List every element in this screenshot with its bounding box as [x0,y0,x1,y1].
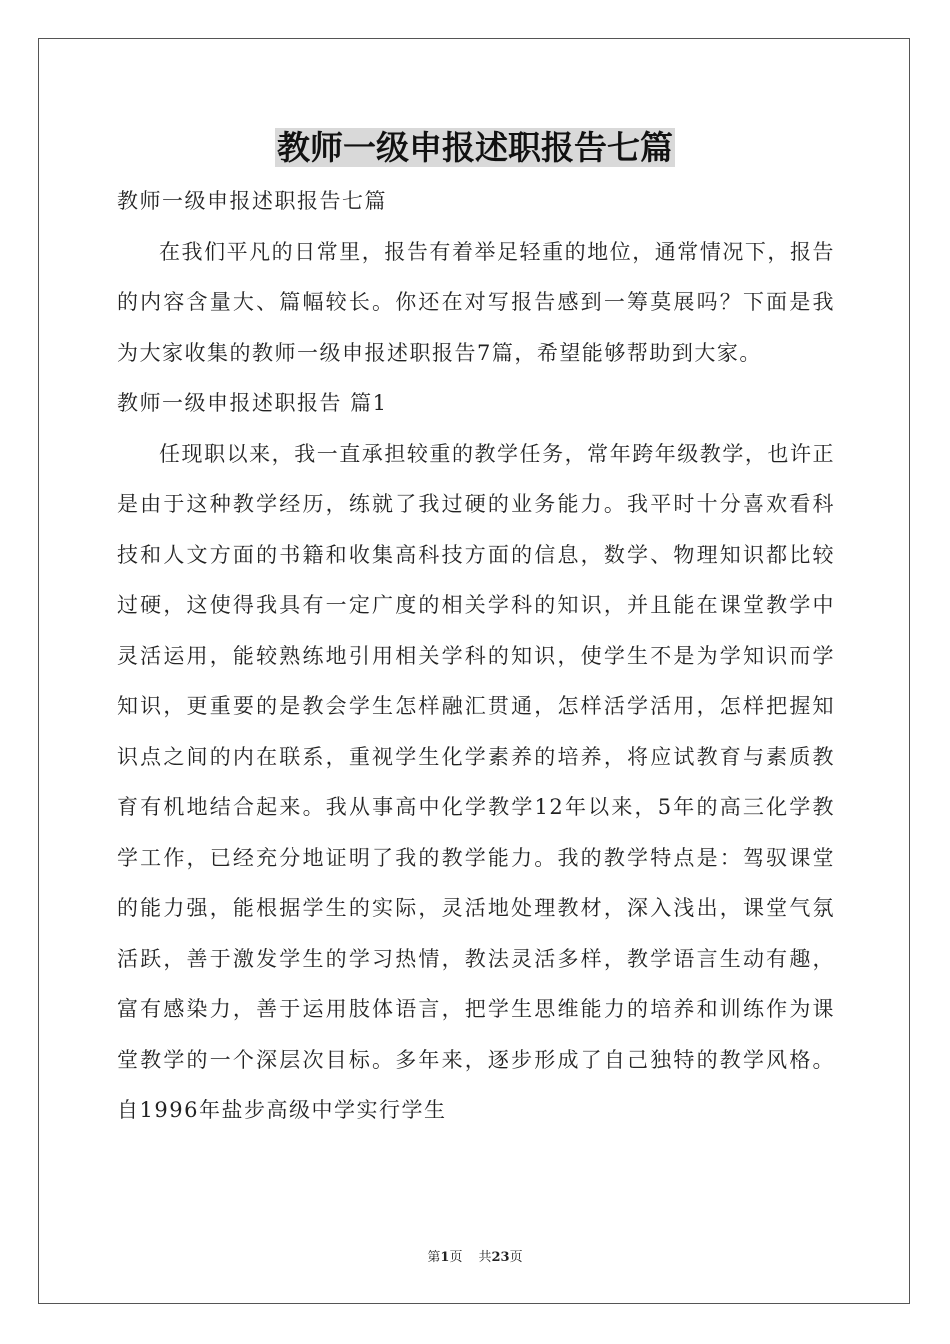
section-heading: 教师一级申报述职报告 篇1 [117,391,388,415]
page-total: 23 [491,1250,510,1265]
document-title-text: 教师一级申报述职报告七篇 [277,128,673,167]
intro-paragraph: 在我们平凡的日常里，报告有着举足轻重的地位，通常情况下，报告的内容含量大、篇幅较长。你还在对写报告感到一筹莫展吗？下面是我为大家收集的教师一级申报述职报告7篇，希望能够帮助到大家。 [117,239,835,365]
subtitle: 教师一级申报述职报告七篇 [117,189,387,213]
page-suffix: 页 [449,1250,463,1265]
total-suffix: 页 [509,1250,523,1265]
total-prefix: 共 [478,1250,492,1265]
page-number: 1 [440,1250,450,1265]
section-paragraph: 任现职以来，我一直承担较重的教学任务，常年跨年级教学，也许正是由于这种教学经历，练就了我过硬的业务能力。我平时十分喜欢看科技和人文方面的书籍和收集高科技方面的信息，数学、物理知识都比较过硬，这使得我具有一定广度的相关学科的知识，并且能在课堂教学中灵活运用，能较熟练地引用相关学科的知识，使学生不是为学知识而学知识，更重要的是教会学生怎样融汇贯通，怎样活学活用，怎样把握知识点之间的内在联系，重视学生化学素养的培养，将应试教育与素质教育有机地结合起来。我从事高中化学教学12年以来，5年的高三化学教学工作，已经充分地证明了我的教学能力。我的教学特点是：驾驭课堂的能力强，能根据学生的实际，灵活地处理教材，深入浅出，课堂气氛活跃，善于激发学生的学习热情，教法灵活多样，教学语言生动有趣，富有感染力，善于运用肢体语言，把学生思维能力的培养和训练作为课堂教学的一个深层次目标。多年来，逐步形成了自己独特的教学风格。自1996年盐步高级中学实行学生 [117,441,835,1122]
page-footer [0,1246,950,1265]
document-title [0,126,950,170]
document-body [117,176,835,1136]
page-prefix: 第 [427,1250,441,1265]
